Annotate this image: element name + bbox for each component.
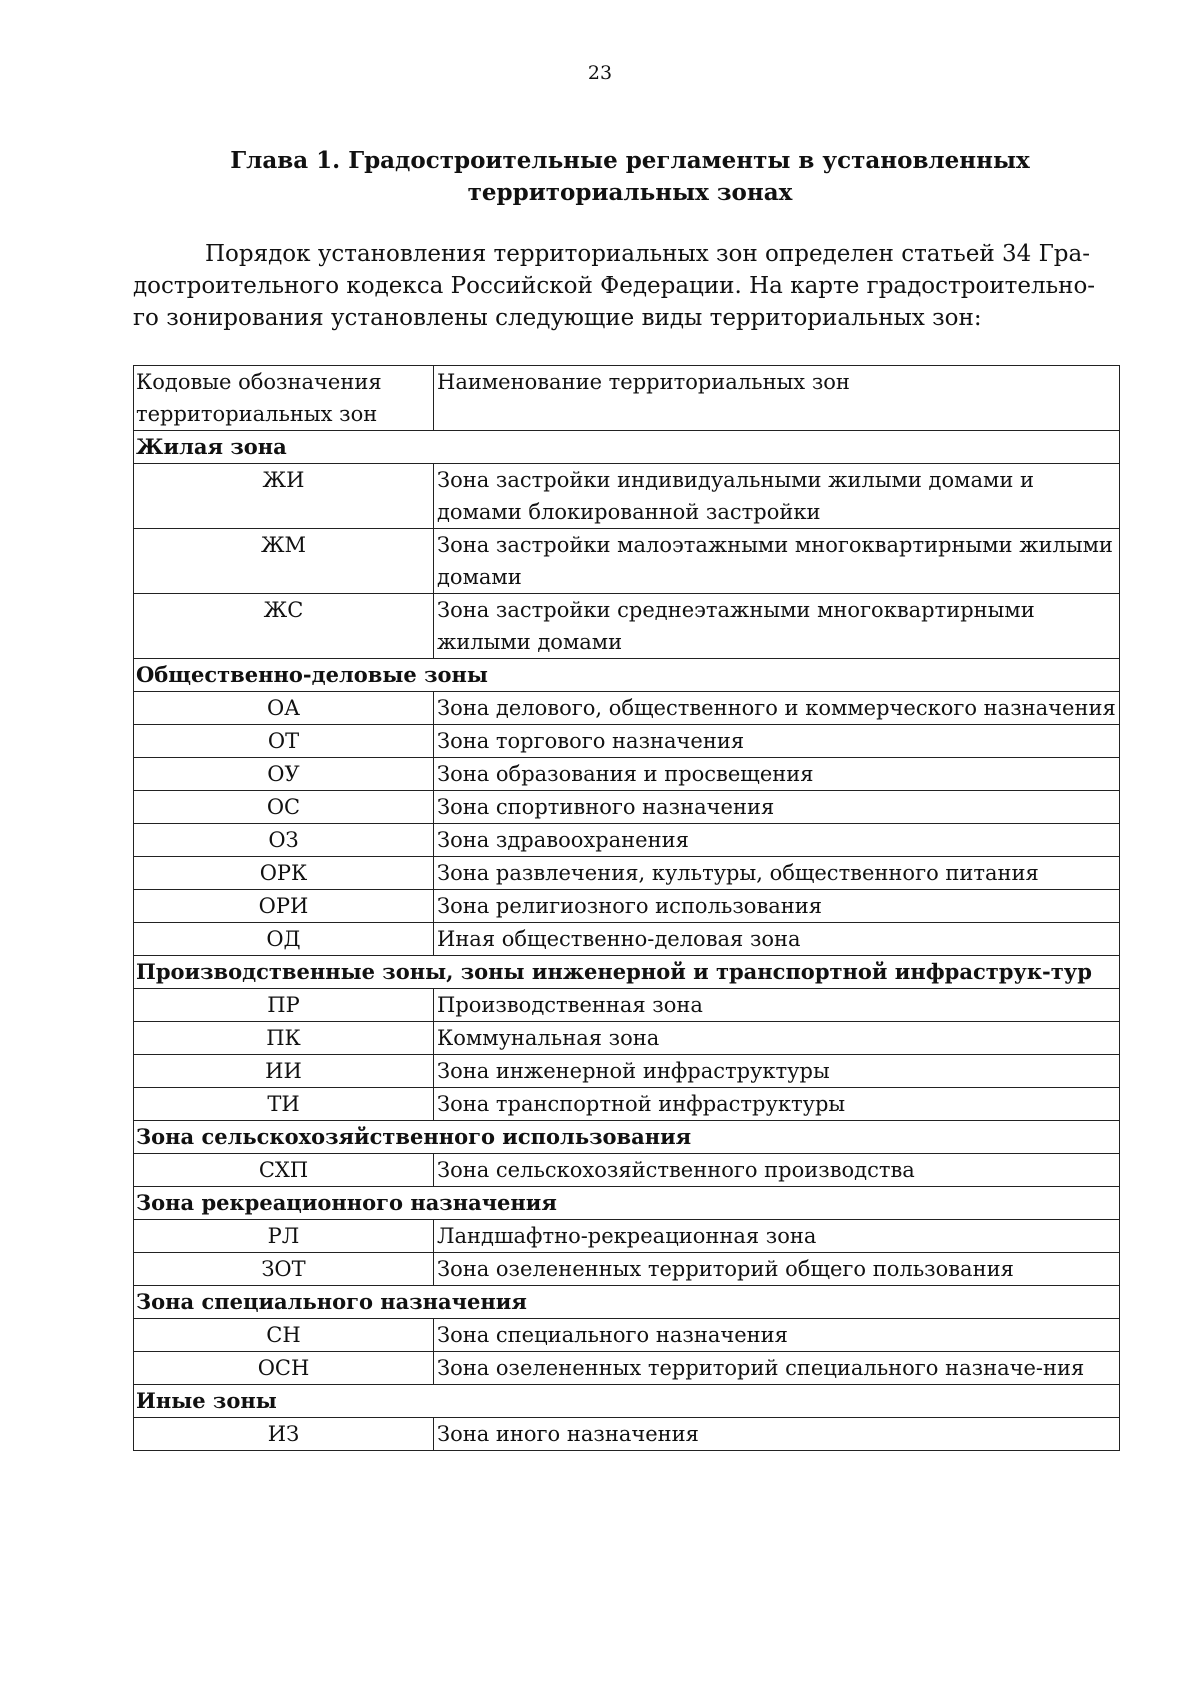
zone-name: Зона торгового назначения [434,725,1120,758]
zone-code: ЖМ [134,529,434,594]
section-row [134,956,1120,989]
table-row [134,464,1120,529]
table-row [134,1319,1120,1352]
zone-name: Зона транспортной инфраструктуры [434,1088,1120,1121]
section-row [134,1385,1120,1418]
zone-code: ОУ [134,758,434,791]
intro-paragraph [133,238,1118,334]
zone-code: СХП [134,1154,434,1187]
zone-name: Зона озелененных территорий общего пользования [434,1253,1120,1286]
table-row [134,989,1120,1022]
section-title: Зона специального назначения [134,1286,1120,1319]
table-row [134,890,1120,923]
zone-name: Зона застройки индивидуальными жилыми домами и домами блокированной застройки [434,464,1120,529]
table-row [134,1055,1120,1088]
zone-name: Зона здравоохранения [434,824,1120,857]
page-number: 23 [587,62,613,84]
section-row [134,659,1120,692]
table-header-row [134,366,1120,431]
table-row [134,1418,1120,1451]
zone-code: ОА [134,692,434,725]
table-row [134,1154,1120,1187]
zone-code: ТИ [134,1088,434,1121]
table-row [134,857,1120,890]
zone-name: Зона застройки среднеэтажными многоквартирными жилыми домами [434,594,1120,659]
zone-code: РЛ [134,1220,434,1253]
table-row [134,758,1120,791]
table-row [134,529,1120,594]
zone-code: ОЗ [134,824,434,857]
zone-name: Зона сельскохозяйственного производства [434,1154,1120,1187]
zone-name: Зона застройки малоэтажными многоквартирными жилыми домами [434,529,1120,594]
chapter-title [200,145,1060,209]
section-title: Зона сельскохозяйственного использования [134,1121,1120,1154]
zone-code: ЖС [134,594,434,659]
table-row [134,1352,1120,1385]
intro-line-3: го зонирования установлены следующие виды территориальных зон: [133,305,982,331]
zone-code: ОРК [134,857,434,890]
zone-name: Коммунальная зона [434,1022,1120,1055]
chapter-title-line-2: территориальных зонах [467,179,793,206]
zone-name: Зона развлечения, культуры, общественного питания [434,857,1120,890]
section-title: Производственные зоны, зоны инженерной и транспортной инфраструк-тур [134,956,1120,989]
zones-table [133,365,1120,1451]
zone-name: Зона озелененных территорий специального назначе-ния [434,1352,1120,1385]
zone-name: Зона спортивного назначения [434,791,1120,824]
table-row [134,1220,1120,1253]
zone-code: СН [134,1319,434,1352]
zone-code: ИЗ [134,1418,434,1451]
table-row [134,1022,1120,1055]
section-title: Общественно-деловые зоны [134,659,1120,692]
table-row [134,923,1120,956]
intro-line-2: достроительного кодекса Российской Федерации. На карте градостроительно- [133,273,1096,299]
section-row [134,1187,1120,1220]
zone-name: Зона делового, общественного и коммерческого назначения [434,692,1120,725]
table-row [134,594,1120,659]
zones-table-body [134,366,1120,1451]
header-code: Кодовые обозначения территориальных зон [134,366,434,431]
zone-name: Производственная зона [434,989,1120,1022]
zone-code: ОРИ [134,890,434,923]
table-row [134,692,1120,725]
zone-code: ИИ [134,1055,434,1088]
zone-code: ЖИ [134,464,434,529]
zone-code: ОД [134,923,434,956]
section-title: Зона рекреационного назначения [134,1187,1120,1220]
zone-code: ОТ [134,725,434,758]
table-row [134,725,1120,758]
table-row [134,824,1120,857]
zone-name: Иная общественно-деловая зона [434,923,1120,956]
zone-name: Ландшафтно-рекреационная зона [434,1220,1120,1253]
zone-code: ПР [134,989,434,1022]
intro-line-1: Порядок установления территориальных зон определен статьей 34 Гра- [205,241,1091,267]
section-title: Иные зоны [134,1385,1120,1418]
table-row [134,1253,1120,1286]
zone-name: Зона иного назначения [434,1418,1120,1451]
section-row [134,1286,1120,1319]
zone-name: Зона инженерной инфраструктуры [434,1055,1120,1088]
header-name: Наименование территориальных зон [434,366,1120,431]
table-row [134,791,1120,824]
chapter-title-line-1: Глава 1. Градостроительные регламенты в установленных [230,147,1030,174]
zone-name: Зона религиозного использования [434,890,1120,923]
section-row [134,1121,1120,1154]
section-row [134,431,1120,464]
zone-code: ПК [134,1022,434,1055]
zone-code: ОСН [134,1352,434,1385]
zone-code: ОС [134,791,434,824]
zone-code: ЗОТ [134,1253,434,1286]
zone-name: Зона специального назначения [434,1319,1120,1352]
table-row [134,1088,1120,1121]
zone-name: Зона образования и просвещения [434,758,1120,791]
section-title: Жилая зона [134,431,1120,464]
